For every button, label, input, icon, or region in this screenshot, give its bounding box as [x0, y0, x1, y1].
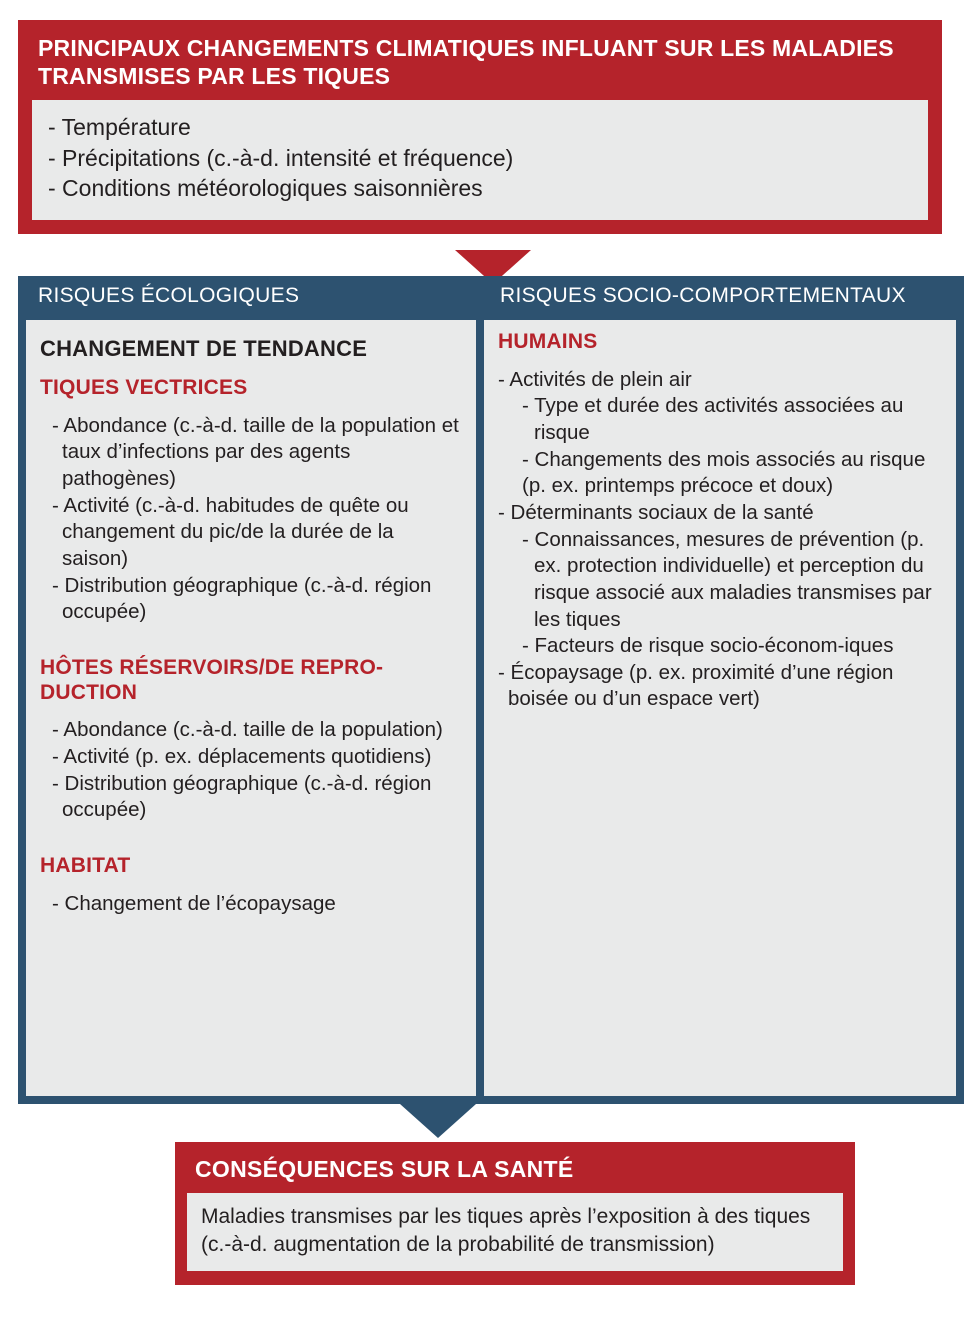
ecological-risks-panel — [26, 320, 476, 1096]
socio-bullet: - Facteurs de risque socio-économ-iques — [522, 634, 894, 658]
spacer — [40, 824, 462, 854]
socio-bullet: - Connaissances, mesures de prévention (p. ex. protection individuelle) et perception du risque associé aux maladies transmises par les tiques — [522, 527, 932, 631]
ecological-bullet: - Activité (c.-à-d. habitudes de quête ou changement du pic/de la durée de la saison) — [52, 493, 409, 570]
ecological-section-title: CHANGEMENT DE TENDANCE — [40, 336, 368, 361]
column-header-socio: RISQUES SOCIO-COMPORTEMENTAUX — [500, 284, 906, 307]
socio-risks-panel — [484, 320, 956, 1096]
group-title-humains: HUMAINS — [498, 330, 598, 353]
arrow-down-navy-icon — [400, 1104, 476, 1138]
socio-bullet: - Écopaysage (p. ex. proximité d’une région boisée ou d’un espace vert) — [498, 660, 894, 711]
socio-bullet: (p. ex. printemps précoce et doux) — [522, 474, 834, 498]
socio-bullet: - Type et durée des activités associées au risque — [522, 394, 904, 445]
ecological-bullet: - Abondance (c.-à-d. taille de la population) — [52, 718, 443, 742]
spacer — [40, 881, 462, 891]
climate-driver-item: - Précipitations (c.-à-d. intensité et fréquence) — [48, 144, 514, 171]
socio-bullet: - Activités de plein air — [498, 367, 692, 391]
spacer — [40, 403, 462, 413]
climate-drivers-title: PRINCIPAUX CHANGEMENTS CLIMATIQUES INFLUANT SUR LES MALADIES TRANSMISES PAR LES TIQUES — [38, 35, 894, 90]
risks-column-headers — [26, 284, 956, 320]
column-header-ecological: RISQUES ÉCOLOGIQUES — [38, 284, 300, 307]
spacer — [498, 357, 942, 367]
health-outcomes-title: CONSÉQUENCES SUR LA SANTÉ — [195, 1156, 574, 1182]
health-outcomes-text: Maladies transmises par les tiques après l’exposition à des tiques (c.-à-d. augmentation de la probabilité de transmission) — [201, 1205, 811, 1257]
group-title-hotes-reservoirs: HÔTES RÉSERVOIRS/DE REPRO-DUCTION — [40, 655, 384, 704]
health-outcomes-box — [175, 1142, 855, 1285]
spacer — [40, 626, 462, 656]
health-outcomes-panel — [187, 1193, 843, 1271]
risks-columns — [26, 320, 956, 1096]
climate-driver-item: - Température — [48, 114, 191, 141]
socio-bullet: - Déterminants sociaux de la santé — [498, 500, 814, 524]
climate-drivers-box — [18, 20, 942, 234]
risks-box — [18, 276, 964, 1104]
socio-bullet: - Changements des mois associés au risque — [522, 447, 926, 471]
group-title-habitat: HABITAT — [40, 853, 131, 877]
spacer — [40, 707, 462, 717]
climate-drivers-panel — [32, 100, 928, 220]
ecological-bullet: - Distribution géographique (c.-à-d. région occupée) — [52, 771, 432, 822]
ecological-bullet: - Distribution géographique (c.-à-d. région occupée) — [52, 573, 432, 624]
ecological-bullet: - Activité (p. ex. déplacements quotidiens) — [52, 745, 432, 769]
group-title-tiques-vectrices: TIQUES VECTRICES — [40, 376, 248, 399]
ecological-bullet: - Changement de l’écopaysage — [52, 891, 336, 915]
ecological-bullet: - Abondance (c.-à-d. taille de la population et taux d’infections par des agents pathogènes) — [52, 413, 459, 491]
climate-driver-item: - Conditions météorologiques saisonnières — [48, 175, 483, 202]
